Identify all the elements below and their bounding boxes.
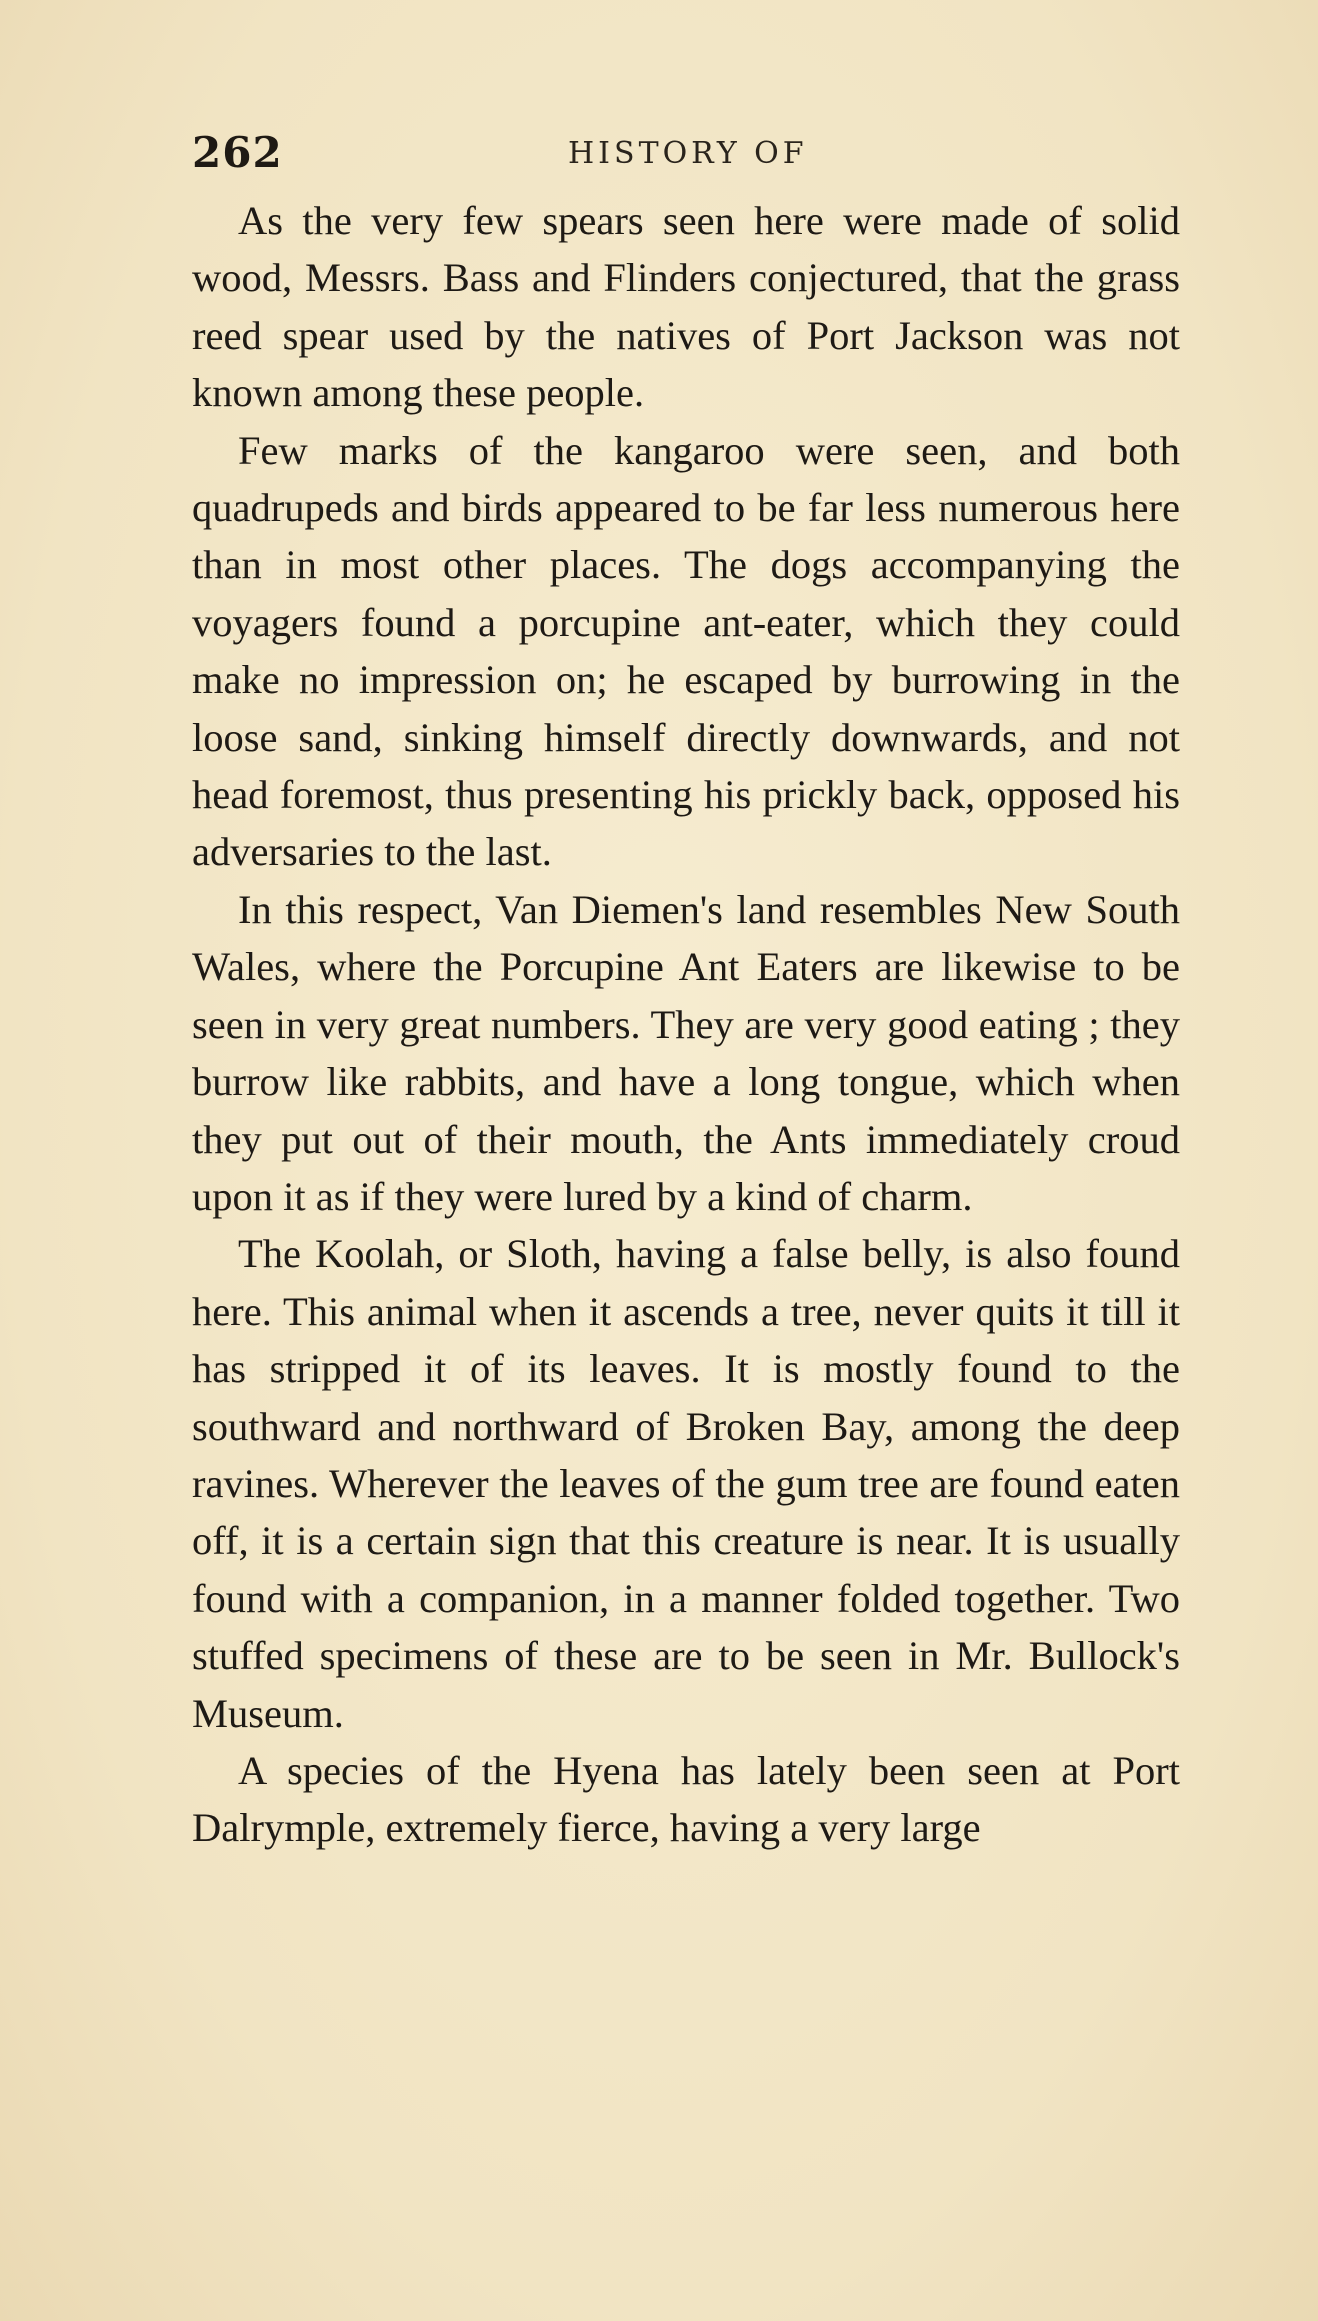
paragraph-kangaroo: Few marks of the kangaroo were seen, and both quadrupeds and birds appeared to be far less numerous here than in most other places. The dogs accompanying the voyagers found a porcupine ant-eater, which they could make no impression on; he escaped by burrowing in the loose sand, sinking himself directly downwards, and not head foremost, thus presenting his prickly back, opposed his adversaries to the last.	[192, 427, 1180, 875]
paragraph-ant-eaters: In this respect, Van Diemen's land resembles New South Wales, where the Porcupine Ant Eaters are likewise to be seen in very great numbers. They are very good eating ; they burrow like rabbits, and have a long tongue, which when they put out of their mouth, the Ants immediately croud upon it as if they were lured by a kind of charm.	[192, 886, 1180, 1219]
paragraph-hyena: A species of the Hyena has lately been seen at Port Dalrymple, extremely fierce, having a very large	[192, 1747, 1180, 1851]
paragraph-spears: As the very few spears seen here were made of solid wood, Messrs. Bass and Flinders conjectured, that the grass reed spear used by the natives of Port Jackson was not known among these people.	[192, 198, 1180, 416]
running-head: HISTORY OF	[568, 136, 808, 171]
paragraph-koolah: The Koolah, or Sloth, having a false belly, is also found here. This animal when it ascends a tree, never quits it till it has stripped it of its leaves. It is mostly found to the southward and northward of Broken Bay, among the deep ravines. Wherever the leaves of the gum tree are found eaten off, it is a certain sign that this creature is near. It is usually found with a companion, in a manner folded together. Two stuffed specimens of these are to be seen in Mr. Bullock's Museum.	[192, 1231, 1180, 1736]
page-number: 262	[192, 128, 283, 177]
page-header	[192, 128, 1192, 188]
body-text	[192, 192, 1180, 1857]
